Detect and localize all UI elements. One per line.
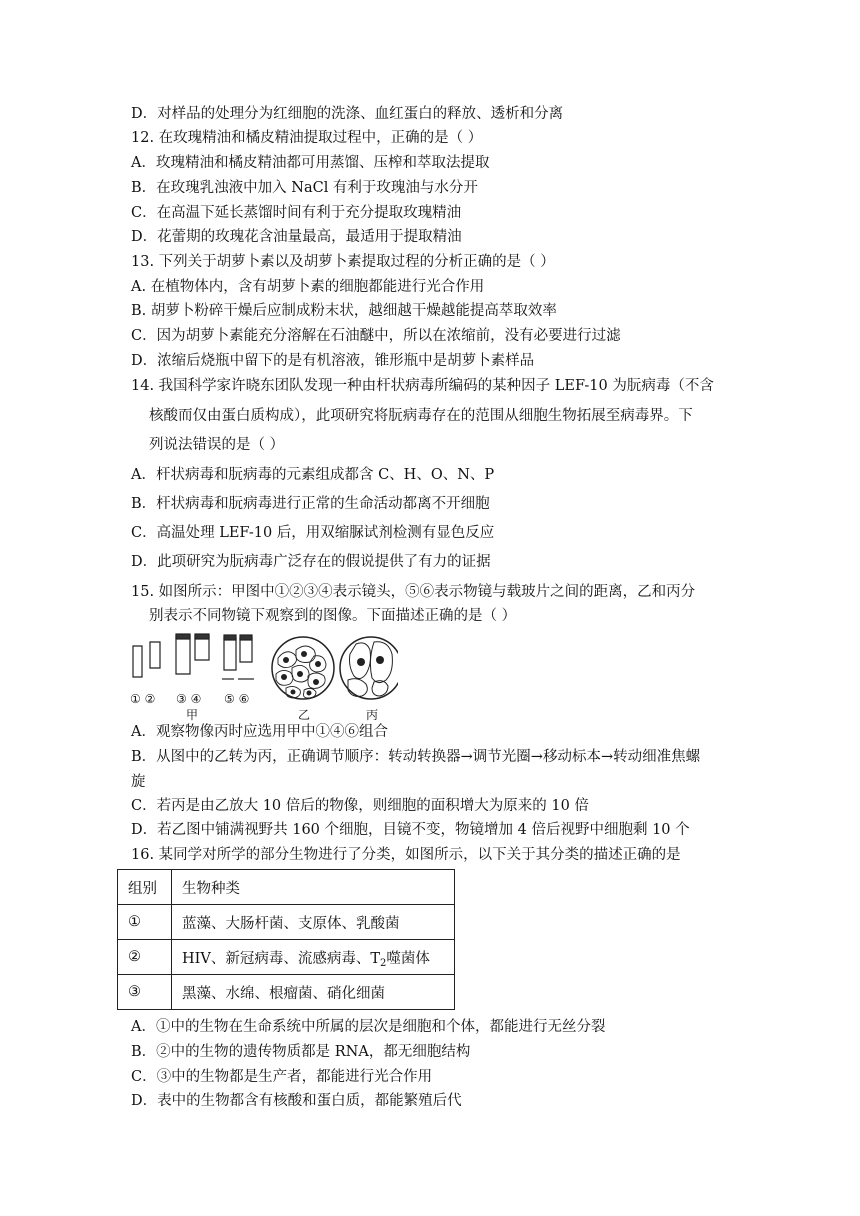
q15-option-d: D．若乙图中铺满视野共 160 个细胞，目镜不变，物镜增加 4 倍后视野中细胞剩 10 个: [131, 822, 690, 838]
q14-stem-line3: 列说法错误的是（ ）: [149, 437, 285, 453]
label-jia: 甲: [186, 708, 199, 722]
q13-option-d: D．浓缩后烧瓶中留下的是有机溶液，锥形瓶中是胡萝卜素样品: [131, 353, 535, 369]
q15-option-b-line2: 旋: [131, 774, 146, 790]
q15-option-c: C．若丙是由乙放大 10 倍后的物像，则细胞的面积增大为原来的 10 倍: [131, 798, 589, 814]
q12-stem: 12. 在玫瑰精油和橘皮精油提取过程中，正确的是（ ）: [131, 130, 483, 146]
q15-option-a: A．观察物像丙时应选用甲中①④⑥组合: [131, 724, 388, 740]
q16-option-a: A．①中的生物在生命系统中所属的层次是细胞和个体，都能进行无丝分裂: [131, 1019, 606, 1035]
table-row: [118, 940, 455, 975]
objective-6-icon: [240, 638, 252, 662]
q12-option-d: D．花蕾期的玫瑰花含油量最高，最适用于提取精油: [131, 229, 462, 245]
q12-option-a: A．玫瑰精油和橘皮精油都可用蒸馏、压榨和萃取法提取: [131, 155, 490, 171]
row-2-subscript: 2: [380, 957, 387, 969]
q12-option-b: B．在玫瑰乳浊液中加入 NaCl 有利于玫瑰油与水分开: [131, 180, 478, 196]
q15-stem-line1: 15. 如图所示：甲图中①②③④表示镜头，⑤⑥表示物镜与载玻片之间的距离，乙和丙分: [131, 584, 696, 600]
row-1-species: 蓝藻、大肠杆菌、支原体、乳酸菌: [172, 905, 455, 940]
eyepiece-1-icon: [133, 646, 142, 677]
label-lenses-1-2: ① ②: [130, 692, 156, 706]
q12-option-c: C．在高温下延长蒸馏时间有利于充分提取玫瑰精油: [131, 205, 462, 221]
q11-option-d: D．对样品的处理分为红细胞的洗涤、血红蛋白的释放、透析和分离: [131, 106, 564, 122]
label-lenses-3-4: ③ ④: [176, 692, 202, 706]
header-species: 生物种类: [172, 870, 455, 905]
organism-classification-table: [117, 869, 455, 1010]
q14-option-c: C．高温处理 LEF-10 后，用双缩脲试剂检测有显色反应: [131, 525, 495, 541]
objective-5-icon: [224, 638, 236, 670]
row-2-species-text: HIV、新冠病毒、流感病毒、T: [182, 950, 381, 967]
q16-option-c: C．③中的生物都是生产者，都能进行光合作用: [131, 1069, 433, 1085]
label-bing: 丙: [366, 708, 379, 722]
row-2-species: [172, 940, 455, 975]
q15-stem-line2: 别表示不同物镜下观察到的图像。下面描述正确的是（ ）: [149, 608, 517, 624]
q14-stem-line2: 核酸而仅由蛋白质构成），此项研究将朊病毒存在的范围从细胞生物拓展至病毒界。下: [149, 408, 693, 424]
q16-stem: 16. 某同学对所学的部分生物进行了分类，如图所示，以下关于其分类的描述正确的是: [131, 847, 681, 863]
q14-option-b: B．杆状病毒和朊病毒进行正常的生命活动都离不开细胞: [131, 496, 490, 512]
eyepiece-2-icon: [150, 642, 160, 668]
row-3-species: 黑藻、水绵、根瘤菌、硝化细菌: [172, 975, 455, 1010]
view-bing-icon: [340, 637, 398, 699]
view-yi-icon: [272, 637, 334, 699]
row-3-group: ③: [118, 975, 172, 1010]
header-group: 组别: [118, 870, 172, 905]
table-header-row: [118, 870, 455, 905]
q13-option-b: B. 胡萝卜粉碎干燥后应制成粉末状，越细越干燥越能提高萃取效率: [131, 303, 557, 319]
q14-option-a: A．杆状病毒和朊病毒的元素组成都含 C、H、O、N、P: [131, 467, 495, 483]
row-1-group: ①: [118, 905, 172, 940]
objective-3-icon: [176, 636, 190, 674]
row-2-species-suffix: 噬菌体: [386, 950, 430, 967]
q15-option-b-line1: B．从图中的乙转为丙，正确调节顺序：转动转换器→调节光圈→移动标本→转动细准焦螺: [131, 749, 701, 765]
q16-option-b: B．②中的生物的遗传物质都是 RNA，都无细胞结构: [131, 1044, 471, 1060]
q14-stem-line1: 14. 我国科学家许晓东团队发现一种由杆状病毒所编码的某种因子 LEF-10 为朊病毒（不含: [131, 378, 714, 394]
q14-option-d: D．此项研究为朊病毒广泛存在的假说提供了有力的证据: [131, 554, 491, 570]
label-yi: 乙: [298, 708, 311, 722]
microscope-diagram: [128, 632, 398, 720]
table-row: [118, 905, 455, 940]
row-2-group: ②: [118, 940, 172, 975]
q13-option-a: A. 在植物体内，含有胡萝卜素的细胞都能进行光合作用: [131, 279, 485, 295]
table-row: [118, 975, 455, 1010]
microscope-figure: [128, 632, 398, 720]
label-lenses-5-6: ⑤ ⑥: [224, 692, 250, 706]
q16-option-d: D．表中的生物都含有核酸和蛋白质，都能繁殖后代: [131, 1093, 462, 1109]
q13-option-c: C．因为胡萝卜素能充分溶解在石油醚中，所以在浓缩前，没有必要进行过滤: [131, 328, 621, 344]
q13-stem: 13. 下列关于胡萝卜素以及胡萝卜素提取过程的分析正确的是（ ）: [131, 254, 555, 270]
